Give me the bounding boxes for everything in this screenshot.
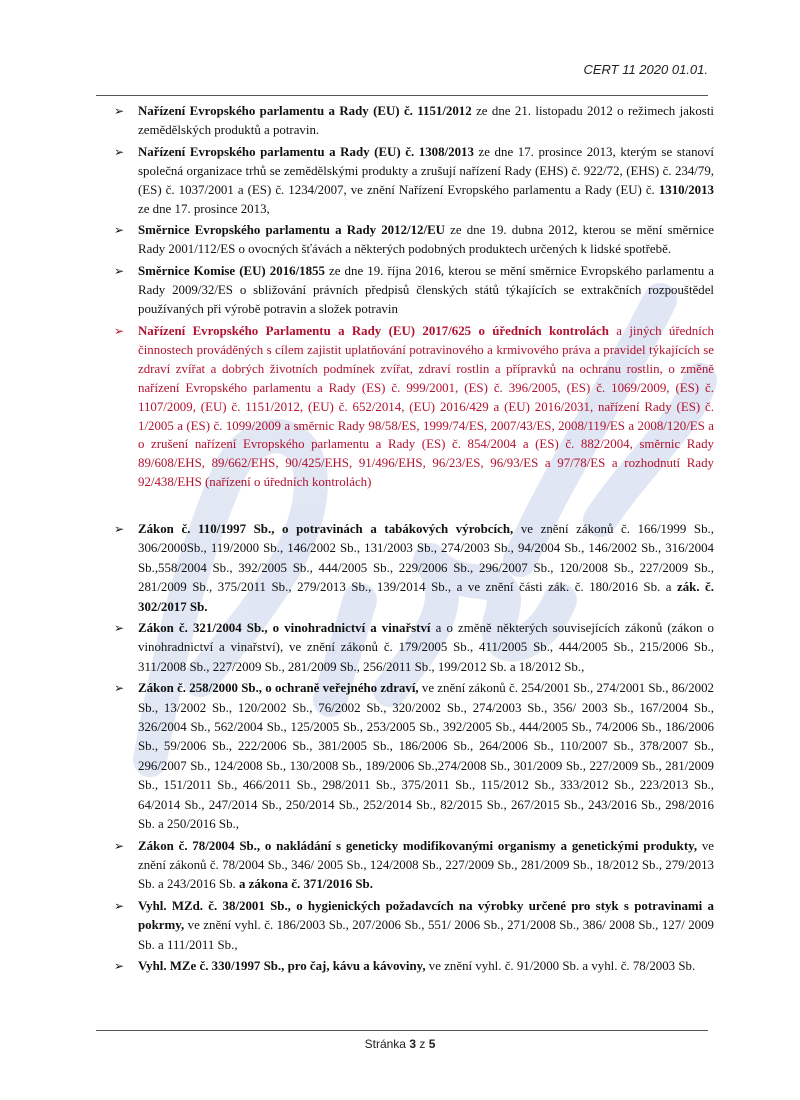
header-divider — [96, 95, 708, 96]
arrow-bullet-icon: ➢ — [114, 104, 125, 118]
arrow-bullet-icon: ➢ — [114, 621, 125, 636]
item-title: Nařízení Evropského Parlamentu a Rady (EU) 2017/625 o úředních kontrolách — [138, 323, 609, 338]
arrow-bullet-icon: ➢ — [114, 144, 125, 159]
item-text: a jiných úředních činnostech prováděných s cílem zajistit uplatňování potravinového a krmivového práva a pravidel týkajících se zdraví zvířat a dobrých životních podmínek zvířat, zdraví rostlin a přípravků na ochranu rostlin, o změně nařízení Evropského parlamentu a Rady (ES) č. 999/2001, (ES) č. 396/2005, (ES) č. 1069/2009, (ES) č. 1107/2009, (EU) č. 1151/2012, (EU) č. 652/2014, (EU) 2016/429 a (EU) 2016/2031, nařízení Rady (ES) č. 1/2005 a (ES) č. 1099/2009 a směrnic Rady 98/58/ES, 1999/74/ES, 2007/43/ES, 2008/119/ES a 2008/120/ES a o zrušení nařízení Evropského parlamentu a Rady (ES) č. 854/2004 a (ES) č. 882/2004, směrnic Rady 89/608/EHS, 89/662/EHS, 90/425/EHS, 91/496/EHS, 96/23/ES, 96/93/ES a 97/78/ES a rozhodnutí Rady 92/438/EHS (nařízení o úředních kontrolách) — [138, 323, 714, 490]
list-item — [114, 619, 714, 677]
item-text: ze dne 21. listopadu 2012 o režimech jakosti zemědělských produktů a potravin. — [138, 104, 714, 137]
item-title: Směrnice Komise (EU) 2016/1855 — [138, 264, 325, 279]
list-item — [114, 897, 714, 955]
item-text-secondary: ze dne 17. prosince 2013, — [138, 201, 270, 216]
item-text: ve znění vyhl. č. 91/2000 Sb. a vyhl. č. 78/2003 Sb. — [425, 958, 696, 973]
item-text: ve znění zákonů č. 166/1999 Sb., 306/2000Sb., 119/2000 Sb., 146/2002 Sb., 131/2003 Sb., 274/2003 Sb., 94/2004 Sb., 146/2002 Sb., 316/2004 Sb.,558/2004 Sb., 392/2005 Sb., 444/2005 Sb., 229/2006 Sb., 296/2007 Sb., 120/2008 Sb., 227/2009 Sb., 281/2009 Sb., 375/2011 Sb., 279/2013 Sb., 139/2014 Sb., a ve znění části zák. č. 180/2016 Sb. a — [138, 522, 714, 595]
item-title: Zákon č. 110/1997 Sb., o potravinách a tabákových výrobcích, — [138, 522, 514, 536]
item-title: Zákon č. 258/2000 Sb., o ochraně veřejného zdraví, — [138, 681, 419, 696]
item-title: Nařízení Evropského parlamentu a Rady (EU) č. 1151/2012 — [138, 104, 472, 118]
footer-page-total: 5 — [428, 1037, 436, 1051]
eu-legislation-list — [114, 102, 714, 495]
arrow-bullet-icon: ➢ — [114, 958, 125, 973]
list-item — [114, 262, 714, 319]
czech-legislation-list — [114, 520, 714, 978]
footer-prefix: Stránka — [364, 1037, 410, 1051]
arrow-bullet-icon: ➢ — [114, 223, 125, 238]
item-title: Směrnice Evropského parlamentu a Rady 2012/12/EU — [138, 223, 445, 238]
item-title: Zákon č. 321/2004 Sb., o vinohradnictví a vinařství — [138, 621, 431, 636]
list-item-highlighted — [114, 322, 714, 492]
item-title-secondary: 1310/2013 — [658, 182, 714, 197]
item-title: Zákon č. 78/2004 Sb., o nakládání s geneticky modifikovanými organismy a genetickými produkty, — [138, 838, 698, 853]
list-item — [114, 679, 714, 834]
arrow-bullet-icon: ➢ — [114, 264, 125, 279]
footer-separator: z — [416, 1037, 429, 1051]
list-item — [114, 837, 714, 895]
document-code: CERT 11 2020 01.01. — [583, 62, 708, 77]
item-title: Vyhl. MZe č. 330/1997 Sb., pro čaj, kávu a kávoviny, — [138, 958, 426, 973]
item-title-secondary: a zákona č. 371/2016 Sb. — [239, 877, 373, 892]
item-text: ze dne 17. prosince 2013, kterým se stanoví společná organizace trhů se zemědělskými produkty a zrušují nařízení Rady (EHS) č. 922/72, (EHS) č. 234/79, (ES) č. 1037/2001 a (ES) č. 1234/2007, ve znění Nařízení Evropského parlamentu a Rady (EU) č. — [138, 144, 714, 197]
arrow-bullet-icon: ➢ — [114, 898, 125, 913]
list-item — [114, 143, 714, 219]
arrow-bullet-icon: ➢ — [114, 681, 125, 696]
item-title-secondary: zák. č. 302/2017 Sb. — [138, 580, 714, 614]
footer-page-number: 3 — [409, 1037, 417, 1051]
arrow-bullet-icon: ➢ — [114, 838, 125, 853]
item-text: ze dne 19. října 2016, kterou se mění směrnice Evropského parlamentu a Rady 2009/32/ES o sbližování právních předpisů členských států týkajících se extrakčních rozpouštědel používaných při výrobě potravin a složek potravin — [138, 264, 714, 317]
arrow-bullet-icon: ➢ — [114, 522, 125, 536]
item-title: Vyhl. MZd. č. 38/2001 Sb., o hygienických požadavcích na výrobky určené pro styk s potravinami a pokrmy, — [138, 898, 714, 933]
arrow-bullet-icon: ➢ — [114, 323, 125, 338]
list-item — [114, 221, 714, 259]
item-text: ze dne 19. dubna 2012, kterou se mění směrnice Rady 2001/112/ES o ovocných šťávách a některých podobných produktech určených k lidské spotřebě. — [138, 223, 714, 257]
footer-divider — [96, 1030, 708, 1031]
list-item — [114, 102, 714, 140]
item-text: ve znění zákonů č. 78/2004 Sb., 346/ 2005 Sb., 124/2008 Sb., 227/2009 Sb., 281/2009 Sb., 18/2012 Sb., 279/2013 Sb. a 243/2016 Sb. — [138, 838, 715, 892]
item-title: Nařízení Evropského parlamentu a Rady (EU) č. 1308/2013 — [138, 144, 474, 159]
list-item — [114, 520, 714, 617]
item-text: ve znění zákonů č. 254/2001 Sb., 274/2001 Sb., 86/2002 Sb., 13/2002 Sb., 120/2002 Sb., 76/2002 Sb., 320/2002 Sb., 274/2003 Sb., 356/ 2003 Sb., 167/2004 Sb., 326/2004 Sb., 562/2004 Sb., 125/2005 Sb., 253/2005 Sb., 392/2005 Sb., 444/2005 Sb., 74/2006 Sb., 186/2006 Sb., 59/2006 Sb., 222/2006 Sb., 381/2005 Sb., 186/2006 Sb., 264/2006 Sb., 110/2007 Sb., 378/2007 Sb., 296/2007 Sb., 124/2008 Sb., 130/2008 Sb., 189/2006 Sb.,274/2008 Sb., 301/2009 Sb., 227/2009 Sb., 281/2009 Sb., 151/2011 Sb., 466/2011 Sb., 298/2011 Sb., 375/2011 Sb., 115/2012 Sb., 333/2012 Sb., 223/2013 Sb., 64/2014 Sb., 247/2014 Sb., 250/2014 Sb., 252/2014 Sb., 82/2015 Sb., 267/2015 Sb., 243/2016 Sb., 298/2016 Sb. a 250/2016 Sb., — [138, 681, 714, 832]
page-footer — [0, 1037, 800, 1051]
item-text: ve znění vyhl. č. 186/2003 Sb., 207/2006 Sb., 551/ 2006 Sb., 271/2008 Sb., 386/ 2008 Sb., 127/ 2009 Sb. a 111/2011 Sb., — [138, 918, 714, 952]
item-text: a o změně některých souvisejících zákonů (zákon o vinohradnictví a vinařství), ve znění zákonů č. 179/2005 Sb., 411/2005 Sb., 444/2005 Sb., 215/2006 Sb., 311/2008 Sb., 227/2009 Sb., 281/2009 Sb., 256/2011 Sb., 199/2012 Sb. a 18/2012 Sb., — [138, 621, 715, 674]
list-item — [114, 957, 714, 976]
